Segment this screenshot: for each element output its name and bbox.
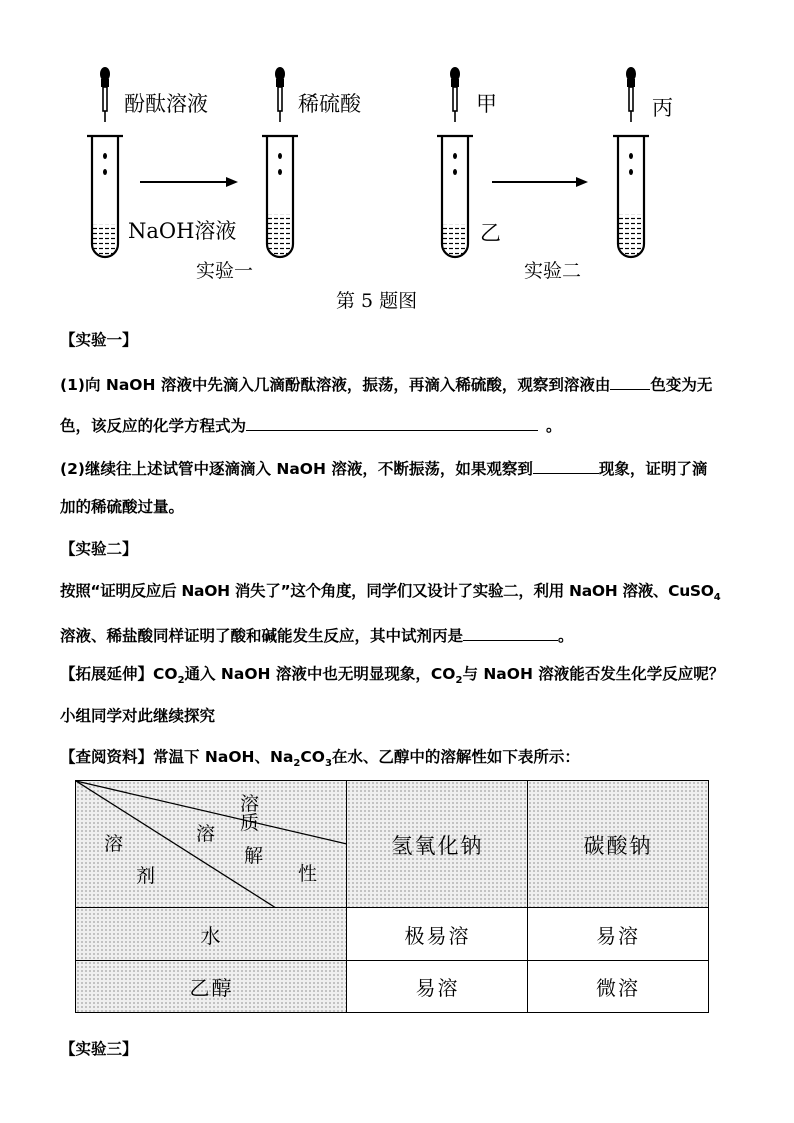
cell-ethanol-na2co3: 微溶 [596, 976, 640, 1000]
experiment-3-heading: 【实验三】 [60, 1040, 138, 1058]
caption-experiment-1: 实验一 [196, 260, 254, 282]
question-1-line-2 [60, 416, 562, 435]
experiment-2-line-2 [60, 626, 574, 645]
test-tube-4 [613, 136, 649, 257]
answer-blank-phenomenon[interactable] [533, 459, 599, 474]
extension-line-1 [60, 667, 724, 686]
label-jia: 甲 [476, 92, 497, 116]
table-divider-h2 [76, 960, 708, 961]
label-phenolphthalein: 酚酞溶液 [124, 92, 208, 116]
table-header-corner [76, 781, 347, 908]
question-2-line-2: 加的稀硫酸过量。 [60, 498, 185, 516]
ext-text-b: 通入 NaOH 溶液中也无明显现象，CO [184, 665, 456, 683]
ext-text-c: 与 NaOH 溶液能否发生化学反应呢？ [462, 665, 725, 683]
row-solvent-water: 水 [76, 908, 347, 961]
header-solute: 溶 质 [240, 793, 286, 834]
co2-subscript-2: 2 [455, 675, 463, 687]
col-header-sodium-hydroxide: 氢氧化钠 [347, 781, 528, 908]
experiment-figure [80, 60, 720, 322]
table-divider-v2 [527, 781, 528, 1012]
figure-title: 第 5 题图 [336, 290, 418, 312]
q2-text-b: 现象，证明了滴 [598, 460, 708, 478]
header-solvent-1: 溶 [104, 833, 126, 855]
answer-blank-equation[interactable] [246, 416, 538, 431]
ref-text-c: 在水、乙醇中的溶解性如下表所示： [331, 748, 580, 766]
ref-text-a: 【查阅资料】常温下 NaOH、Na [60, 748, 294, 766]
answer-blank-color[interactable] [610, 375, 650, 390]
exp2-text-b: 溶液、稀盐酸同样证明了酸和碱能发生反应，其中试剂丙是 [60, 627, 464, 645]
cell-water-naoh: 极易溶 [404, 924, 471, 948]
experiment-2-line-1 [60, 584, 720, 603]
header-solubility-2: 解 [244, 845, 266, 867]
test-tube-1 [87, 136, 123, 257]
header-solubility-1: 溶 [196, 823, 218, 845]
q1-text-d: 。 [546, 417, 562, 435]
cuso4-subscript: 4 [713, 592, 721, 604]
question-2-line-1 [60, 459, 707, 478]
q1-text-b: 色变为无 [650, 376, 713, 394]
dropper-3 [450, 67, 460, 122]
co3-subscript: 3 [324, 758, 332, 770]
q1-text-c: 色，该反应的化学方程式为 [60, 417, 247, 435]
dropper-2 [275, 67, 285, 122]
ref-text-b: CO [300, 748, 325, 766]
ext-text-a: 【拓展延伸】CO [60, 665, 178, 683]
exp2-text-a: 按照“证明反应后 NaOH 消失了”这个角度，同学们又设计了实验二，利用 NaOH 溶液、CuSO [60, 582, 714, 600]
co2-subscript-1: 2 [177, 675, 185, 687]
label-naoh-solution: NaOH溶液 [128, 219, 237, 243]
extension-line-2: 小组同学对此继续探究 [60, 707, 216, 725]
dropper-4 [626, 67, 636, 122]
q1-text-a: (1)向 NaOH 溶液中先滴入几滴酚酞溶液，振荡，再滴入稀硫酸，观察到溶液由 [60, 376, 611, 394]
header-solubility-3: 性 [298, 863, 320, 885]
label-dilute-sulfuric-acid: 稀硫酸 [298, 92, 361, 116]
cell-water-na2co3: 易溶 [596, 924, 640, 948]
arrow-1 [140, 177, 238, 187]
question-1-line-1 [60, 375, 712, 394]
test-tube-3 [437, 136, 473, 257]
answer-blank-reagent-bing[interactable] [463, 626, 558, 641]
q2-text-a: (2)继续往上述试管中逐滴滴入 NaOH 溶液，不断振荡，如果观察到 [60, 460, 533, 478]
test-tube-2 [262, 136, 298, 257]
caption-experiment-2: 实验二 [524, 260, 582, 282]
table-divider-v1 [346, 781, 347, 1012]
label-yi: 乙 [480, 221, 501, 245]
col-header-sodium-carbonate: 碳酸钠 [528, 781, 708, 908]
row-solvent-ethanol: 乙醇 [76, 961, 347, 1012]
label-bing: 丙 [652, 96, 673, 120]
cell-ethanol-naoh: 易溶 [415, 976, 460, 1000]
header-solvent-2: 剂 [136, 865, 158, 887]
arrow-2 [492, 177, 588, 187]
dropper-1 [100, 67, 110, 122]
experiment-2-heading: 【实验二】 [60, 540, 138, 558]
experiment-1-heading: 【实验一】 [60, 331, 138, 349]
exp2-text-c: 。 [558, 627, 574, 645]
solubility-table [75, 780, 709, 1013]
na2-subscript: 2 [293, 758, 301, 770]
table-divider-h1 [76, 907, 708, 908]
reference-line [60, 750, 580, 769]
